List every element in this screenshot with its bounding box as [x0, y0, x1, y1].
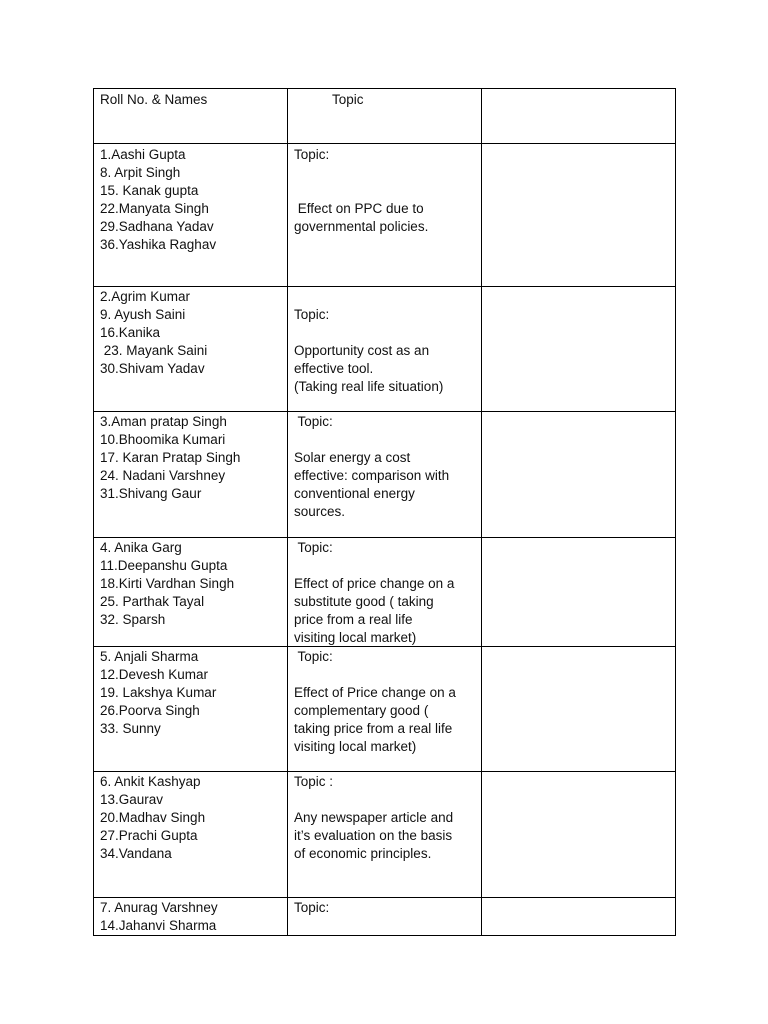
names-cell [94, 898, 288, 936]
table-row [94, 287, 676, 412]
student-name: 31.Shivang Gaur [100, 485, 202, 501]
blank-cell [482, 772, 676, 898]
topic-text: complementary good ( [294, 703, 429, 719]
topic-cell [288, 412, 482, 538]
student-name: 7. Anurag Varshney [100, 900, 218, 916]
table-row [94, 538, 676, 647]
topic-label: Topic: [294, 540, 333, 555]
blank-cell [482, 898, 676, 936]
student-name: 33. Sunny [100, 721, 161, 737]
student-name: 27.Prachi Gupta [100, 828, 198, 844]
topic-text: Opportunity cost as an [294, 342, 430, 358]
names-cell [94, 412, 288, 538]
topic-label: Topic: [294, 649, 333, 665]
student-name: 4. Anika Garg [100, 540, 182, 555]
student-name: 2.Agrim Kumar [100, 289, 191, 304]
header-topic: Topic [288, 89, 482, 144]
student-name: 3.Aman pratap Singh [100, 414, 227, 429]
topic-cell [288, 898, 482, 936]
names-cell [94, 287, 288, 412]
student-name: 34.Vandana [100, 846, 172, 862]
header-roll-names: Roll No. & Names [94, 89, 288, 144]
table-row [94, 772, 676, 898]
topic-text: it’s evaluation on the basis [294, 828, 453, 844]
blank-cell [482, 144, 676, 287]
student-name: 25. Parthak Tayal [100, 593, 205, 609]
topic-text: Effect of price change on a [294, 575, 455, 591]
topic-text: price from a real life [294, 611, 413, 627]
topic-text: Solar energy a cost [294, 449, 411, 465]
topic-text: substitute good ( taking [294, 593, 434, 609]
names-cell [94, 772, 288, 898]
table-row [94, 898, 676, 936]
topic-label: Topic: [294, 306, 330, 322]
student-name: 10.Bhoomika Kumari [100, 431, 226, 447]
names-cell [94, 538, 288, 647]
student-name: 22.Manyata Singh [100, 200, 209, 216]
student-name: 14.Jahanvi Sharma [100, 918, 217, 934]
names-cell [94, 144, 288, 287]
topic-text: Any newspaper article and [294, 810, 454, 826]
student-name: 24. Nadani Varshney [100, 467, 226, 483]
header-blank [482, 89, 676, 144]
student-name: 11.Deepanshu Gupta [100, 557, 228, 573]
topic-cell [288, 772, 482, 898]
student-name: 26.Poorva Singh [100, 703, 200, 719]
topic-text: visiting local market) [294, 629, 417, 645]
blank-cell [482, 287, 676, 412]
table-row [94, 647, 676, 772]
blank-cell [482, 647, 676, 772]
table-row [94, 412, 676, 538]
topic-label: Topic: [294, 414, 333, 429]
student-name: 30.Shivam Yadav [100, 360, 205, 376]
student-name: 18.Kirti Vardhan Singh [100, 575, 235, 591]
blank-cell [482, 538, 676, 647]
topic-text: governmental policies. [294, 218, 429, 234]
table-row [94, 144, 676, 287]
student-name: 1.Aashi Gupta [100, 147, 186, 162]
topic-text: of economic principles. [294, 846, 432, 862]
student-name: 5. Anjali Sharma [100, 649, 199, 665]
student-name: 16.Kanika [100, 324, 161, 340]
topic-text: sources. [294, 503, 346, 519]
student-name: 12.Devesh Kumar [100, 667, 209, 683]
student-name: 13.Gaurav [100, 792, 164, 808]
topic-cell [288, 538, 482, 647]
topic-cell [288, 287, 482, 412]
topic-label: Topic: [294, 147, 330, 162]
topic-text: effective tool. [294, 360, 374, 376]
topic-text: (Taking real life situation) [294, 378, 444, 394]
student-name: 17. Karan Pratap Singh [100, 449, 241, 465]
topic-text: conventional energy [294, 485, 415, 501]
student-name: 6. Ankit Kashyap [100, 774, 201, 790]
blank-cell [482, 412, 676, 538]
topic-text: Effect on PPC due to [294, 200, 424, 216]
student-name: 8. Arpit Singh [100, 164, 181, 180]
topic-cell [288, 647, 482, 772]
student-name: 36.Yashika Raghav [100, 236, 217, 252]
topic-text: effective: comparison with [294, 467, 450, 483]
topic-label: Topic: [294, 900, 330, 916]
student-name: 29.Sadhana Yadav [100, 218, 214, 234]
topic-allocation-table [93, 88, 676, 936]
topic-text: visiting local market) [294, 738, 417, 754]
student-name: 20.Madhav Singh [100, 810, 206, 826]
student-name: 19. Lakshya Kumar [100, 685, 217, 701]
student-name: 23. Mayank Saini [100, 342, 208, 358]
names-cell [94, 647, 288, 772]
topic-text: Effect of Price change on a [294, 685, 456, 701]
table-header-row [94, 89, 676, 144]
student-name: 15. Kanak gupta [100, 182, 199, 198]
topic-label: Topic : [294, 774, 334, 790]
topic-text: taking price from a real life [294, 721, 453, 737]
topic-cell [288, 144, 482, 287]
student-name: 9. Ayush Saini [100, 306, 186, 322]
student-name: 32. Sparsh [100, 611, 166, 627]
